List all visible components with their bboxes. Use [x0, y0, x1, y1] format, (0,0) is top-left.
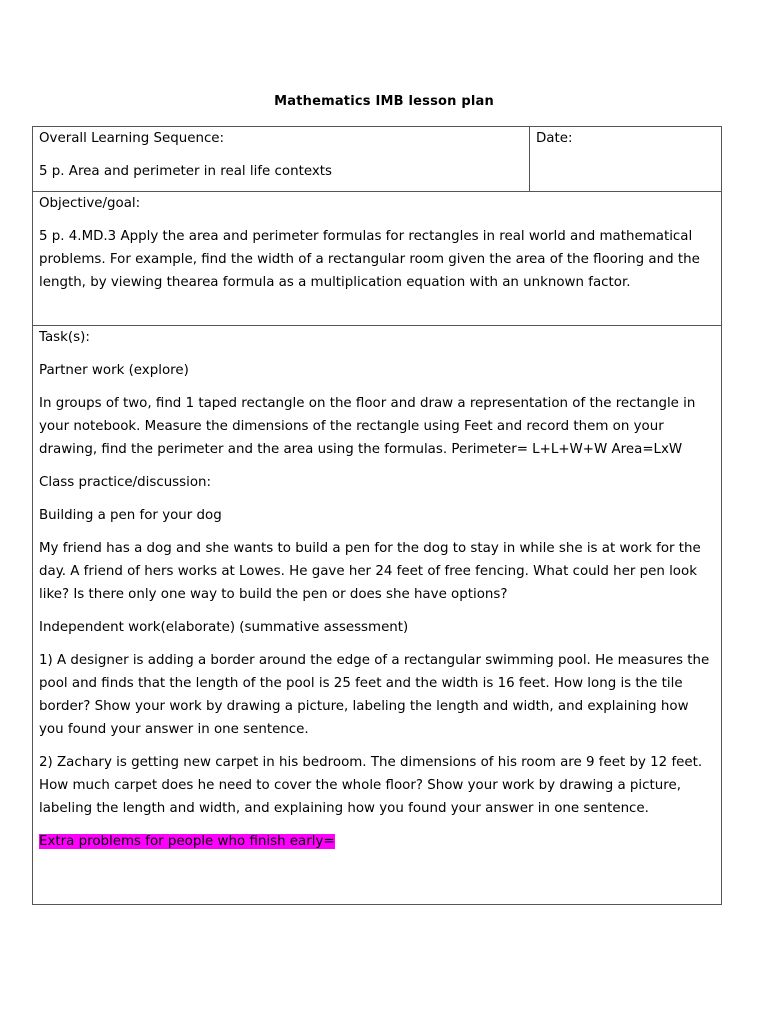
independent-work-heading: Independent work(elaborate) (summative assessment): [39, 620, 409, 635]
class-practice-heading: Class practice/discussion:: [39, 475, 212, 490]
extra-problems-highlight: Extra problems for people who finish early=: [39, 834, 335, 849]
sequence-heading: Overall Learning Sequence:: [39, 131, 225, 146]
problem-1: 1) A designer is adding a border around the edge of a rectangular swimming pool. He measures the pool and finds that the length of the pool is 25 feet and the width is 16 feet. How long is the tile border? Show your work by drawing a picture, labeling the length and width, and explaining how you found your answer in one sentence.: [39, 653, 710, 737]
lesson-plan-table: [32, 126, 722, 905]
date-label: Date:: [536, 131, 573, 146]
objective-row: [33, 192, 722, 326]
sequence-value: 5 p. Area and perimeter in real life contexts: [39, 164, 332, 179]
dog-pen-text: My friend has a dog and she wants to build a pen for the dog to stay in while she is at work for the day. A friend of hers works at Lowes. He gave her 24 feet of free fencing. What could her pen look like? Is there only one way to build the pen or does she have options?: [39, 541, 701, 602]
document-title: Mathematics IMB lesson plan: [274, 94, 494, 109]
problem-2: 2) Zachary is getting new carpet in his bedroom. The dimensions of his room are 9 feet by 12 feet. How much carpet does he need to cover the whole floor? Show your work by drawing a picture, labeling the length and width, and explaining how you found your answer in one sentence.: [39, 755, 703, 816]
objective-text: 5 p. 4.MD.3 Apply the area and perimeter formulas for rectangles in real world and mathematical problems. For example, find the width of a rectangular room given the area of the flooring and the length, by viewing thearea formula as a multiplication equation with an unknown factor.: [39, 229, 700, 290]
sequence-cell: [33, 127, 530, 192]
tasks-heading: Task(s):: [39, 330, 90, 345]
tasks-row: [33, 326, 722, 905]
date-cell: [530, 127, 722, 192]
tasks-cell: [33, 326, 722, 905]
objective-heading: Objective/goal:: [39, 196, 141, 211]
partner-heading: Partner work (explore): [39, 363, 189, 378]
dog-pen-heading: Building a pen for your dog: [39, 508, 222, 523]
objective-cell: [33, 192, 722, 326]
sequence-row: [33, 127, 722, 192]
partner-text: In groups of two, find 1 taped rectangle on the floor and draw a representation of the rectangle in your notebook. Measure the dimensions of the rectangle using Feet and record them on your drawing, find the perimeter and the area using the formulas. Perimeter= L+L+W+W Area=LxW: [39, 396, 696, 457]
